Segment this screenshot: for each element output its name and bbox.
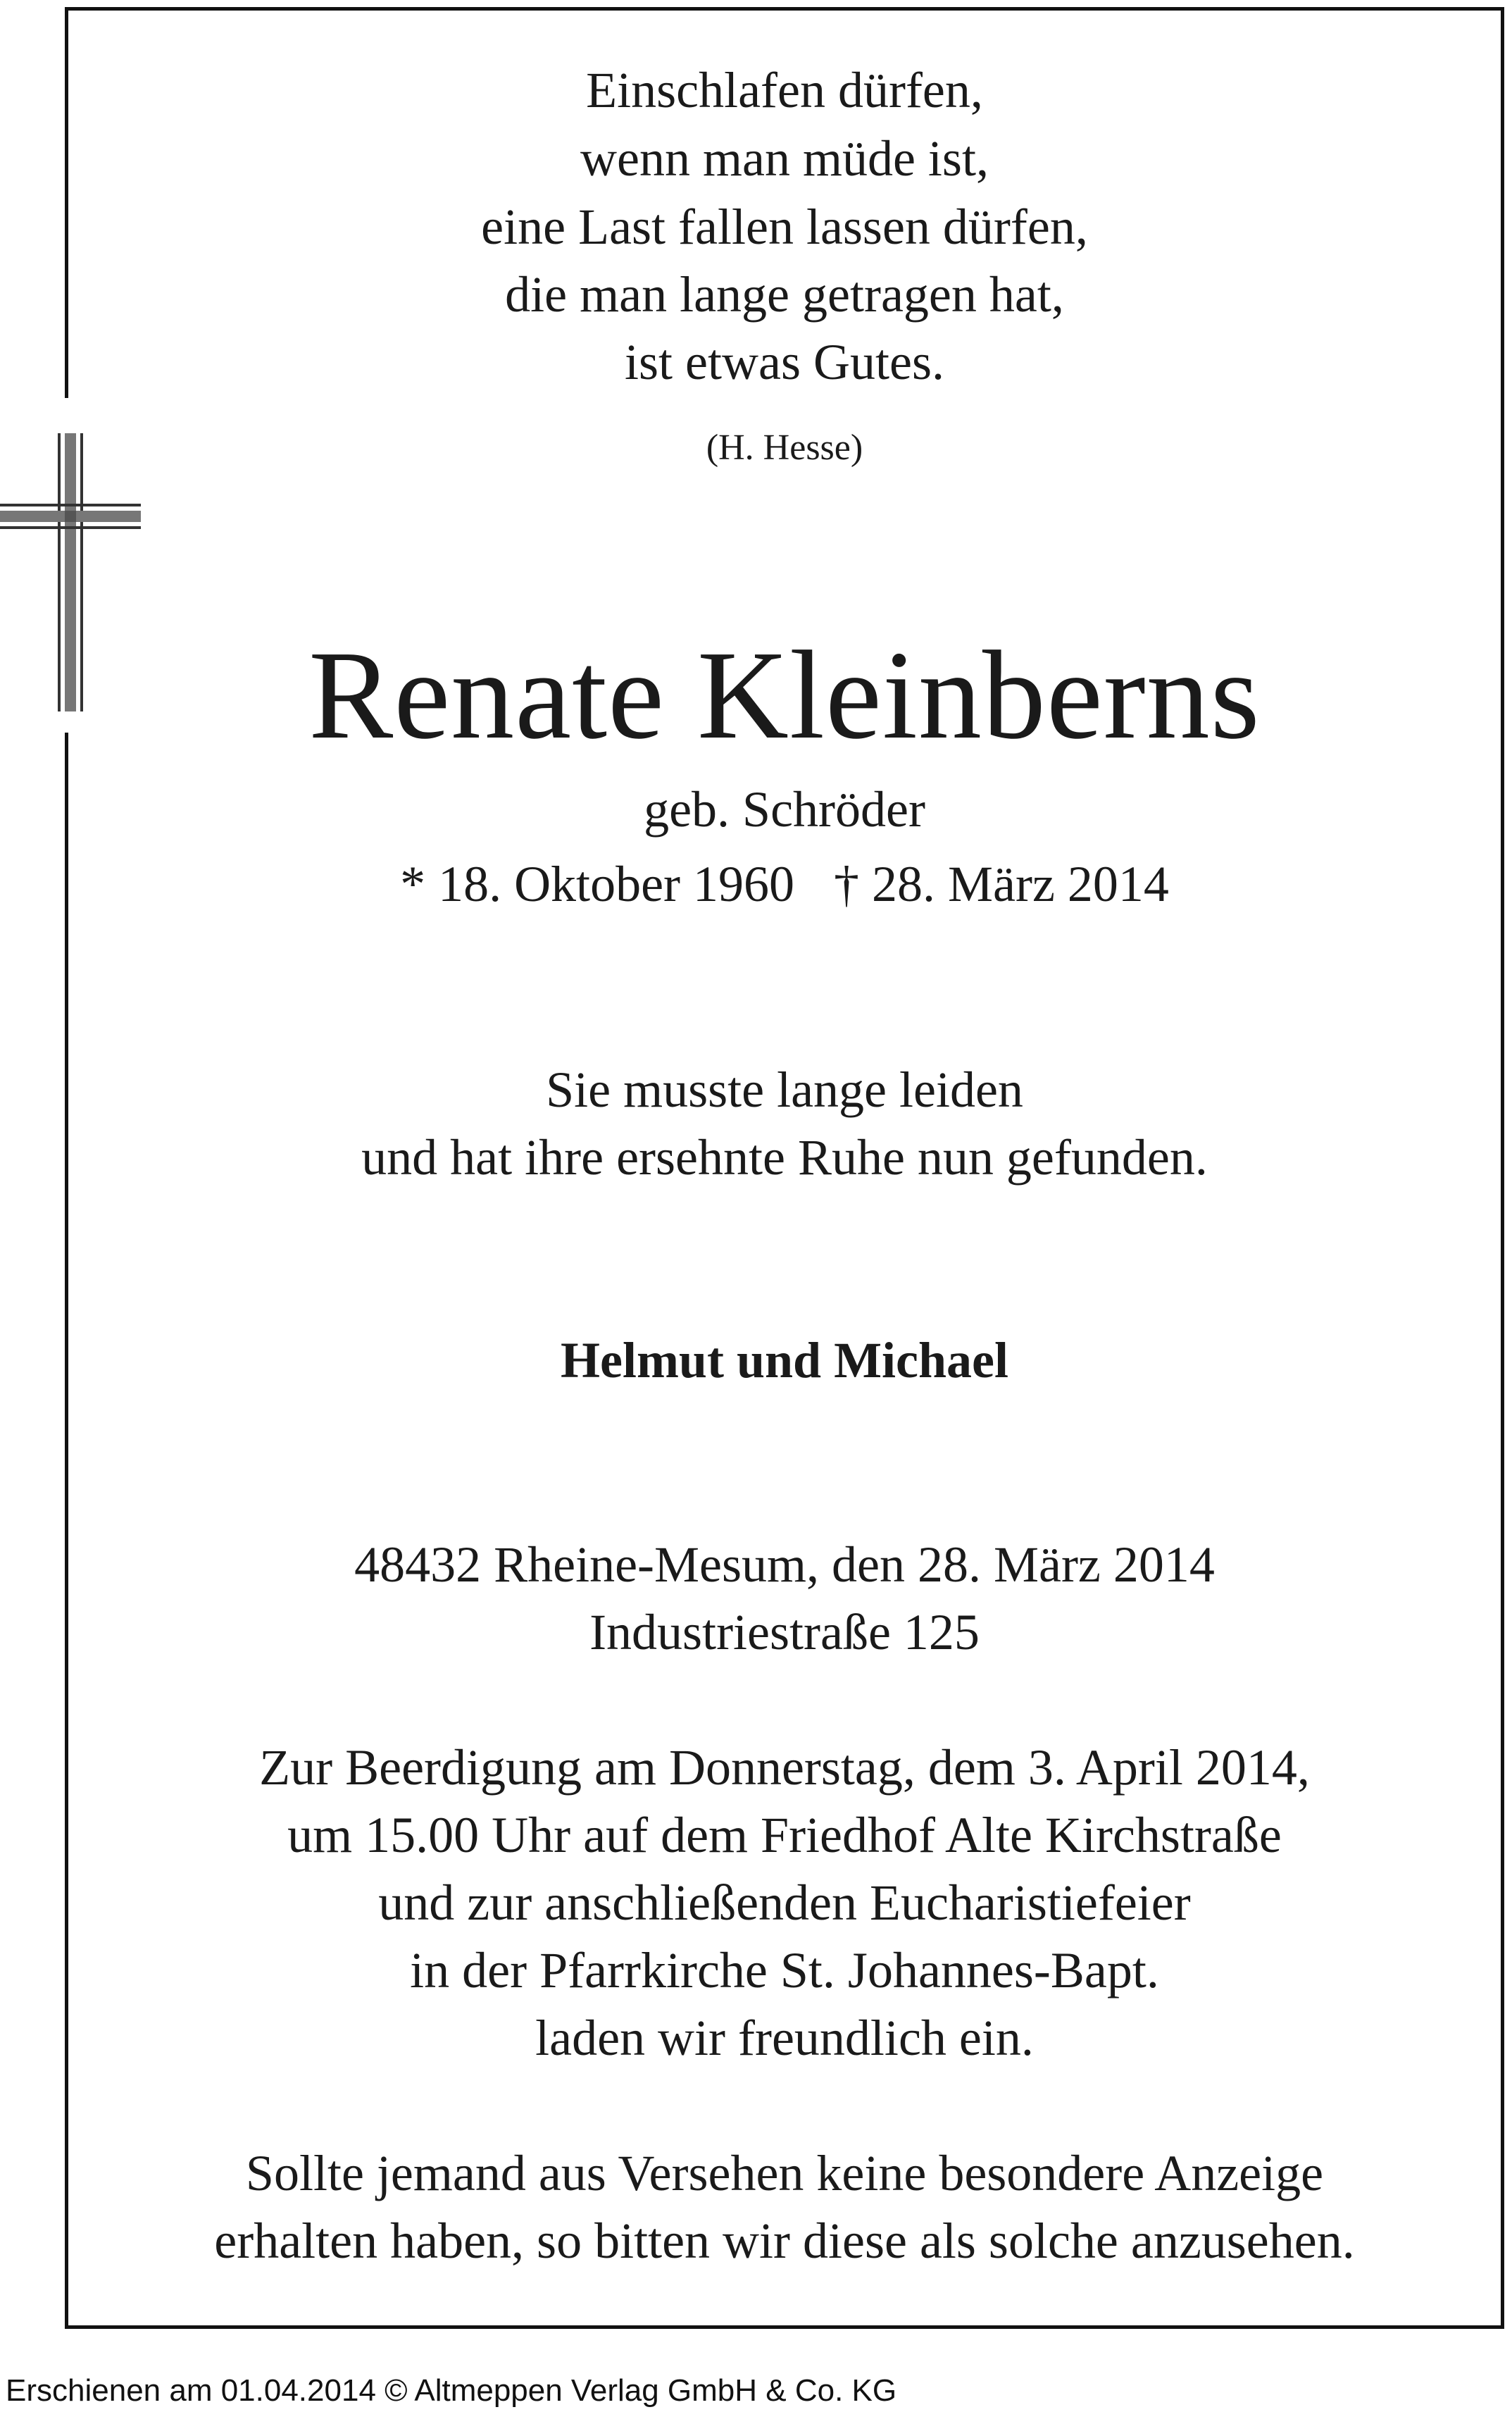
death-date: † 28. März 2014 bbox=[834, 856, 1169, 912]
poem-line-2: wenn man müde ist, bbox=[580, 130, 989, 187]
deceased-name: Renate Kleinberns bbox=[308, 625, 1261, 765]
closing-line-1: Sollte jemand aus Versehen keine besondere Anzeige bbox=[245, 2145, 1324, 2201]
poem-line-4: die man lange getragen hat, bbox=[505, 266, 1064, 323]
birth-date: * 18. Oktober 1960 bbox=[400, 856, 794, 912]
publication-footer: Erschienen am 01.04.2014 © Altmeppen Verlag GmbH & Co. KG bbox=[6, 2373, 897, 2408]
poem-line-5: ist etwas Gutes. bbox=[625, 334, 944, 390]
message-line-2: und hat ihre ersehnte Ruhe nun gefunden. bbox=[361, 1129, 1208, 1186]
address-line-2: Industriestraße 125 bbox=[589, 1604, 980, 1660]
notice-content bbox=[68, 0, 1501, 2325]
poem-author: (H. Hesse) bbox=[706, 428, 863, 468]
funeral-line-1: Zur Beerdigung am Donnerstag, dem 3. April 2014, bbox=[259, 1739, 1310, 1796]
frame-right-border bbox=[1501, 7, 1504, 2329]
frame-bottom-border bbox=[65, 2325, 1504, 2329]
funeral-line-4: in der Pfarrkirche St. Johannes-Bapt. bbox=[410, 1942, 1159, 1998]
poem-line-3: eine Last fallen lassen dürfen, bbox=[481, 199, 1088, 255]
life-dates bbox=[68, 856, 1501, 912]
poem-line-1: Einschlafen dürfen, bbox=[586, 62, 983, 118]
funeral-line-5: laden wir freundlich ein. bbox=[535, 2010, 1034, 2066]
mourners: Helmut und Michael bbox=[560, 1332, 1008, 1388]
closing-line-2: erhalten haben, so bitten wir diese als solche anzusehen. bbox=[214, 2213, 1355, 2269]
birth-name: geb. Schröder bbox=[644, 781, 925, 838]
message-line-1: Sie musste lange leiden bbox=[546, 1062, 1023, 1118]
funeral-line-2: um 15.00 Uhr auf dem Friedhof Alte Kirchstraße bbox=[287, 1807, 1282, 1863]
address-line-1: 48432 Rheine-Mesum, den 28. März 2014 bbox=[354, 1536, 1215, 1593]
funeral-line-3: und zur anschließenden Eucharistiefeier bbox=[378, 1875, 1191, 1931]
